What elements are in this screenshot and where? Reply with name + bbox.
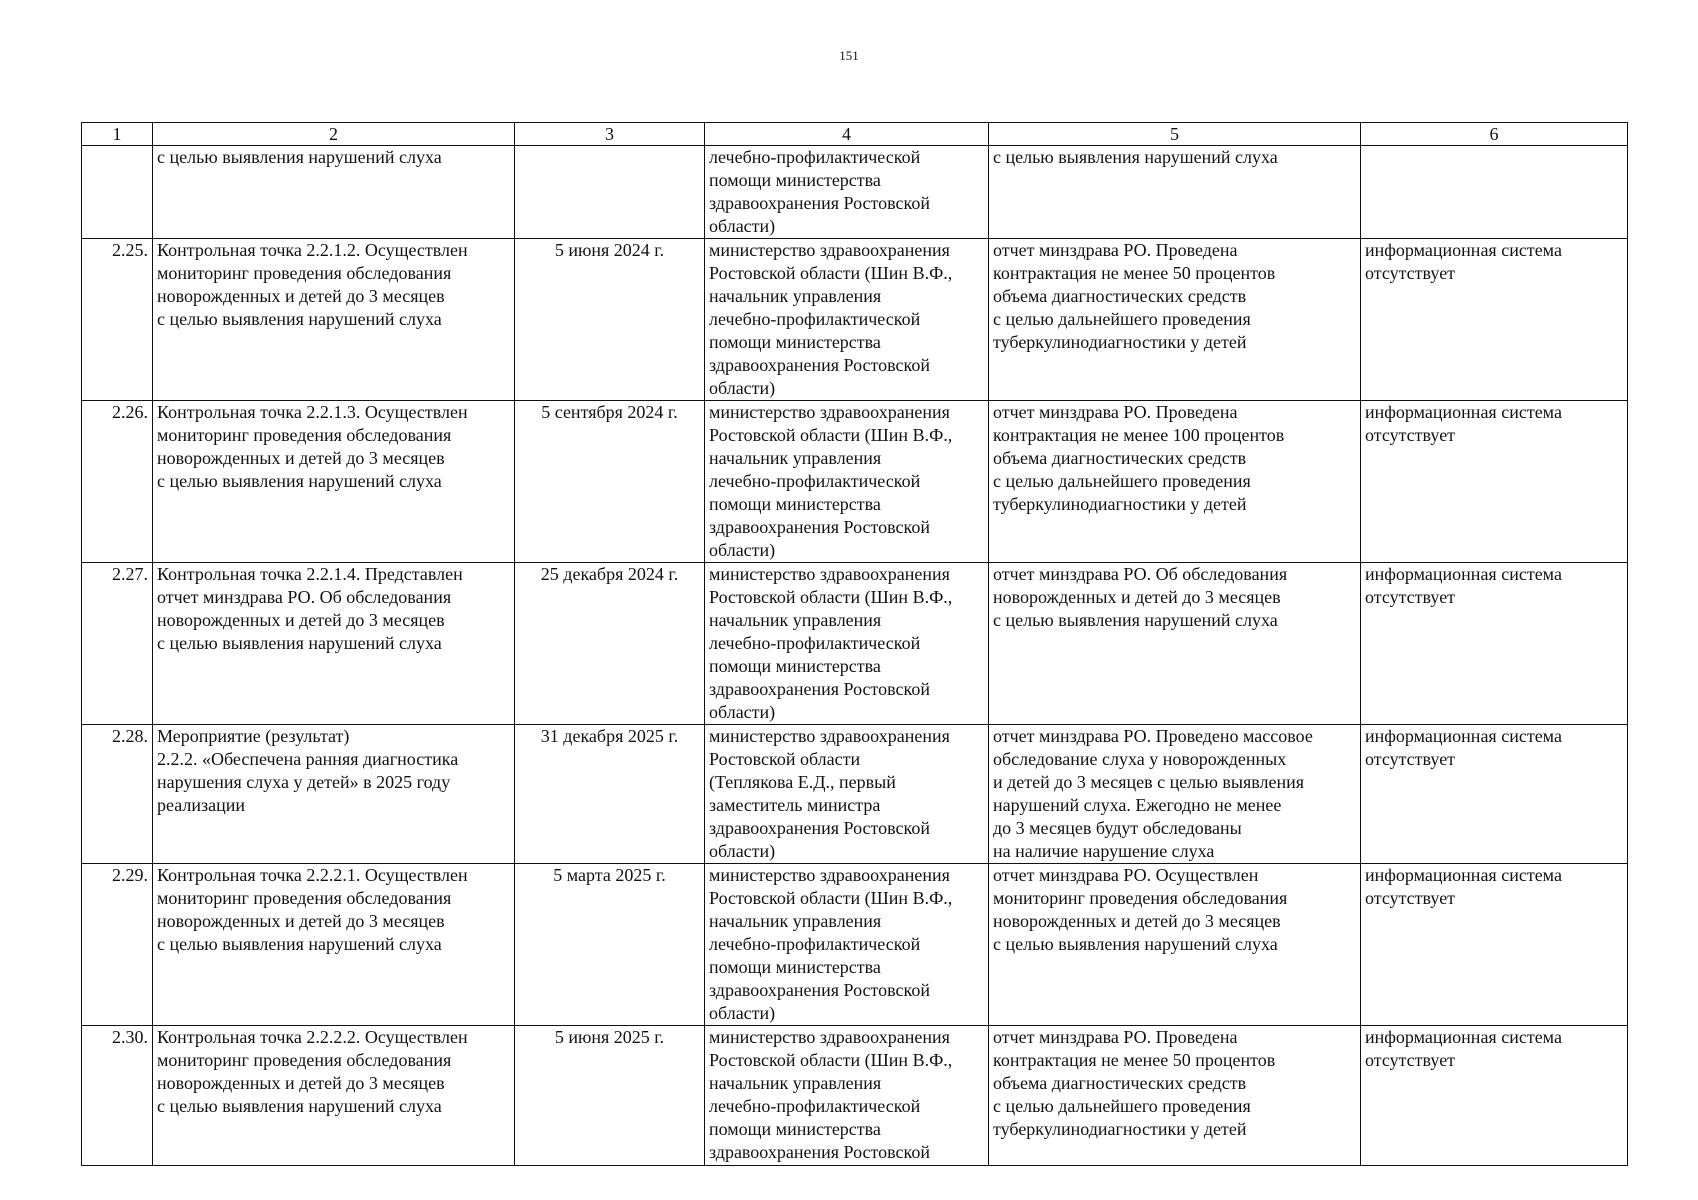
table-row — [82, 401, 1628, 563]
column-header: 5 — [989, 123, 1361, 146]
deadline-cell: 5 марта 2025 г. — [515, 864, 705, 1026]
column-header: 2 — [153, 123, 515, 146]
event-name-cell: Мероприятие (результат) 2.2.2. «Обеспечена ранняя диагностика нарушения слуха у детей» в 2025 году реализации — [153, 725, 515, 864]
event-name-cell: с целью выявления нарушений слуха — [153, 146, 515, 239]
column-header: 6 — [1361, 123, 1628, 146]
info-system-cell: информационная система отсутствует — [1361, 563, 1628, 725]
info-system-cell: информационная система отсутствует — [1361, 864, 1628, 1026]
row-number-cell: 2.30. — [82, 1026, 153, 1166]
event-name-cell: Контрольная точка 2.2.2.2. Осуществлен мониторинг проведения обследования новорожденных и детей до 3 месяцев с целью выявления нарушений слуха — [153, 1026, 515, 1166]
result-cell: отчет минздрава РО. Проведена контрактация не менее 50 процентов объема диагностических средств с целью дальнейшего проведения туберкулинодиагностики у детей — [989, 1026, 1361, 1166]
info-system-cell: информационная система отсутствует — [1361, 239, 1628, 401]
table-row — [82, 1026, 1628, 1166]
responsible-cell: министерство здравоохранения Ростовской области (Шин В.Ф., начальник управления лечебно-профилактической помощи министерства здравоохранения Ростовской области) — [705, 864, 989, 1026]
responsible-cell: лечебно-профилактической помощи министерства здравоохранения Ростовской области) — [705, 146, 989, 239]
row-number-cell: 2.27. — [82, 563, 153, 725]
deadline-cell: 5 июня 2025 г. — [515, 1026, 705, 1166]
row-number-cell: 2.26. — [82, 401, 153, 563]
deadline-cell: 5 июня 2024 г. — [515, 239, 705, 401]
table-row — [82, 725, 1628, 864]
responsible-cell: министерство здравоохранения Ростовской области (Шин В.Ф., начальник управления лечебно-профилактической помощи министерства здравоохранения Ростовской области) — [705, 401, 989, 563]
info-system-cell — [1361, 146, 1628, 239]
responsible-cell: министерство здравоохранения Ростовской области (Шин В.Ф., начальник управления лечебно-профилактической помощи министерства здравоохранения Ростовской области) — [705, 239, 989, 401]
table-row — [82, 864, 1628, 1026]
info-system-cell: информационная система отсутствует — [1361, 725, 1628, 864]
result-cell: отчет минздрава РО. Проведена контрактация не менее 100 процентов объема диагностических средств с целью дальнейшего проведения туберкулинодиагностики у детей — [989, 401, 1361, 563]
responsible-cell: министерство здравоохранения Ростовской области (Шин В.Ф., начальник управления лечебно-профилактической помощи министерства здравоохранения Ростовской — [705, 1026, 989, 1166]
plan-table — [81, 122, 1628, 1166]
header-row — [82, 123, 1628, 146]
event-name-cell: Контрольная точка 2.2.1.2. Осуществлен мониторинг проведения обследования новорожденных и детей до 3 месяцев с целью выявления нарушений слуха — [153, 239, 515, 401]
column-header: 3 — [515, 123, 705, 146]
column-header: 1 — [82, 123, 153, 146]
event-name-cell: Контрольная точка 2.2.2.1. Осуществлен мониторинг проведения обследования новорожденных и детей до 3 месяцев с целью выявления нарушений слуха — [153, 864, 515, 1026]
responsible-cell: министерство здравоохранения Ростовской области (Теплякова Е.Д., первый заместитель министра здравоохранения Ростовской области) — [705, 725, 989, 864]
row-number-cell: 2.25. — [82, 239, 153, 401]
table-row — [82, 146, 1628, 239]
responsible-cell: министерство здравоохранения Ростовской области (Шин В.Ф., начальник управления лечебно-профилактической помощи министерства здравоохранения Ростовской области) — [705, 563, 989, 725]
result-cell: отчет минздрава РО. Об обследования новорожденных и детей до 3 месяцев с целью выявления нарушений слуха — [989, 563, 1361, 725]
deadline-cell: 31 декабря 2025 г. — [515, 725, 705, 864]
table-row — [82, 563, 1628, 725]
row-number-cell: 2.28. — [82, 725, 153, 864]
row-number-cell: 2.29. — [82, 864, 153, 1026]
info-system-cell: информационная система отсутствует — [1361, 401, 1628, 563]
deadline-cell — [515, 146, 705, 239]
result-cell: отчет минздрава РО. Проведено массовое обследование слуха у новорожденных и детей до 3 месяцев с целью выявления нарушений слуха. Ежегодно не менее до 3 месяцев будут обследованы на наличие нарушение слуха — [989, 725, 1361, 864]
result-cell: отчет минздрава РО. Проведена контрактация не менее 50 процентов объема диагностических средств с целью дальнейшего проведения туберкулинодиагностики у детей — [989, 239, 1361, 401]
info-system-cell: информационная система отсутствует — [1361, 1026, 1628, 1166]
table-row — [82, 239, 1628, 401]
page-number: 151 — [839, 48, 859, 63]
result-cell: с целью выявления нарушений слуха — [989, 146, 1361, 239]
deadline-cell: 5 сентября 2024 г. — [515, 401, 705, 563]
result-cell: отчет минздрава РО. Осуществлен мониторинг проведения обследования новорожденных и детей до 3 месяцев с целью выявления нарушений слуха — [989, 864, 1361, 1026]
row-number-cell — [82, 146, 153, 239]
deadline-cell: 25 декабря 2024 г. — [515, 563, 705, 725]
event-name-cell: Контрольная точка 2.2.1.3. Осуществлен мониторинг проведения обследования новорожденных и детей до 3 месяцев с целью выявления нарушений слуха — [153, 401, 515, 563]
event-name-cell: Контрольная точка 2.2.1.4. Представлен отчет минздрава РО. Об обследования новорожденных и детей до 3 месяцев с целью выявления нарушений слуха — [153, 563, 515, 725]
column-header: 4 — [705, 123, 989, 146]
